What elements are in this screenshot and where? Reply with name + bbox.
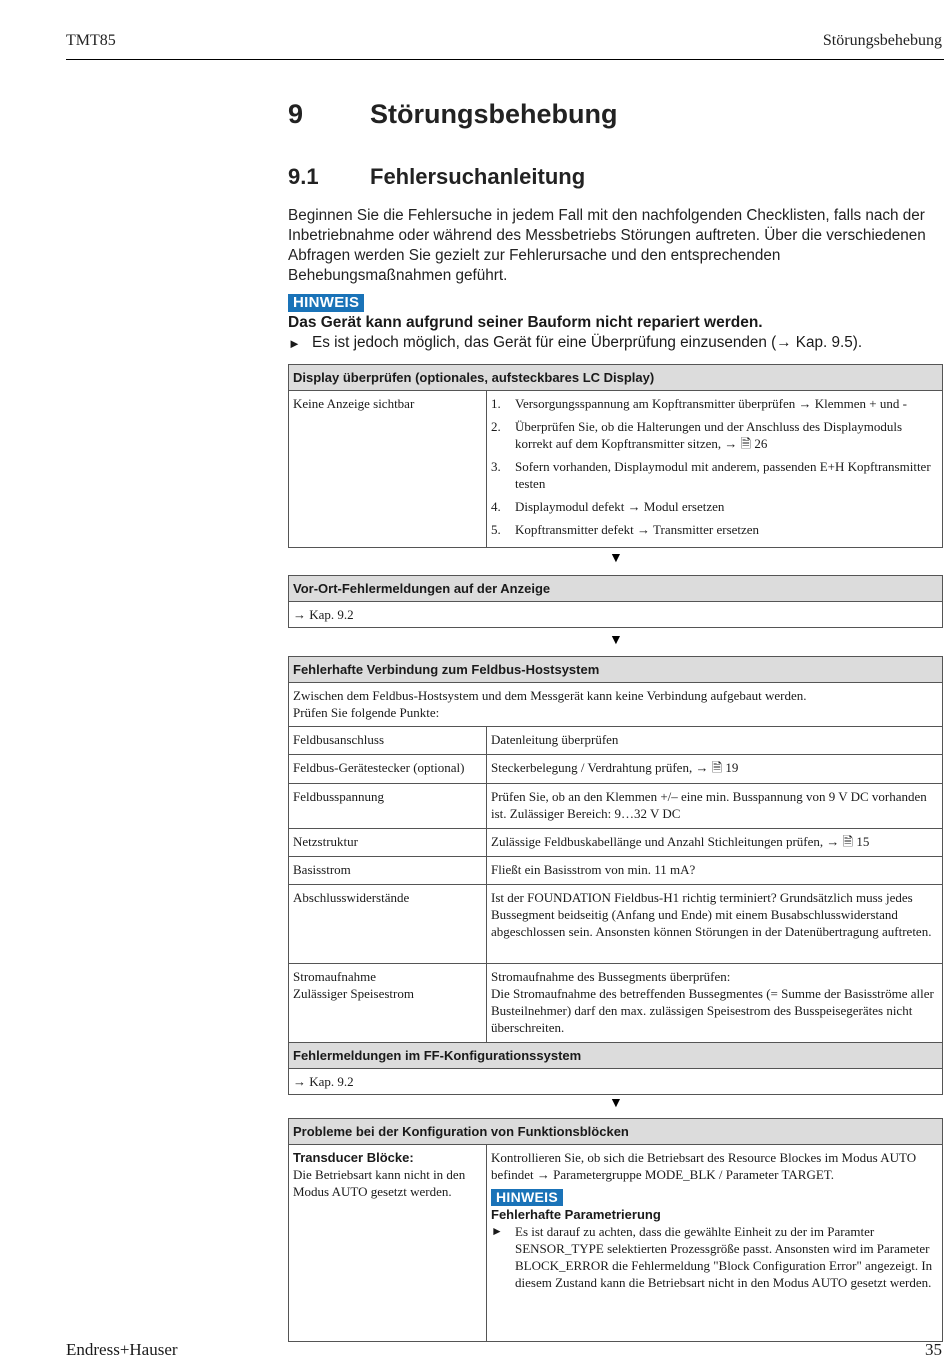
table-row bbox=[289, 754, 942, 783]
fieldbus-intro bbox=[289, 683, 942, 726]
ff-config-errors-title: Fehlermeldungen im FF-Konfigurationssystem bbox=[289, 1042, 942, 1068]
local-errors-ref: → Kap. 9.2 bbox=[293, 607, 354, 622]
table-row bbox=[289, 828, 942, 856]
local-errors-title: Vor-Ort-Fehlermeldungen auf der Anzeige bbox=[289, 576, 942, 602]
notice-item bbox=[491, 1223, 938, 1291]
section-number: 9.1 bbox=[288, 164, 319, 189]
display-check-steps bbox=[487, 391, 942, 547]
table-row bbox=[289, 391, 942, 547]
section-heading bbox=[288, 160, 943, 194]
flow-arrow-down-icon: ▼ bbox=[609, 1096, 623, 1111]
display-check-box bbox=[288, 364, 943, 548]
step-text: Versorgungsspannung am Kopftransmitter überprüfen → Klemmen + und - bbox=[515, 396, 907, 411]
triangle-bullet-icon: ► bbox=[288, 336, 301, 351]
list-item bbox=[491, 458, 938, 492]
page-number: 35 bbox=[925, 1340, 942, 1359]
check-action: Zulässige Feldbuskabellänge und Anzahl Stichleitungen prüfen, → 🗎 15 bbox=[491, 834, 870, 849]
check-action: Stromaufnahme des Bussegments überprüfen: Die Stromaufnahme des betreffenden Bussegmentes (= Summe der Basisströme aller Busteilnehmer) darf den max. zulässigen Speisestrom des Busspeisegerätes nicht überschreiten. bbox=[491, 969, 934, 1035]
step-text: Überprüfen Sie, ob die Halterungen und der Anschluss des Displaymoduls korrekt auf dem Kopftransmitter sitzen, → 🗎 26 bbox=[515, 419, 903, 451]
step-text: Displaymodul defekt → Modul ersetzen bbox=[515, 499, 725, 514]
function-block-title: Probleme bei der Konfiguration von Funktionsblöcken bbox=[289, 1119, 942, 1145]
check-action: Datenleitung überprüfen bbox=[491, 732, 619, 747]
flow-arrow-down-icon: ▼ bbox=[609, 551, 623, 566]
header-section: Störungsbehebung bbox=[822, 32, 942, 49]
list-item bbox=[491, 418, 938, 452]
display-check-title: Display überprüfen (optionales, aufsteckbares LC Display) bbox=[289, 365, 942, 391]
function-block-box bbox=[288, 1118, 943, 1342]
section-title: Fehlersuchanleitung bbox=[370, 164, 586, 189]
table-row bbox=[289, 884, 942, 963]
step-number: 4. bbox=[491, 499, 501, 514]
check-item: Feldbusanschluss bbox=[289, 727, 487, 754]
step-number: 1. bbox=[491, 396, 501, 411]
flow-arrow-down-icon: ▼ bbox=[609, 633, 623, 648]
notice-badge: HINWEIS bbox=[288, 294, 364, 312]
step-number: 3. bbox=[491, 459, 501, 474]
transducer-blocks-title: Transducer Blöcke: bbox=[293, 1150, 414, 1165]
main-content bbox=[288, 92, 943, 354]
step-text: Kopftransmitter defekt → Transmitter ersetzen bbox=[515, 522, 760, 537]
check-item: Feldbusspannung bbox=[289, 784, 487, 828]
chapter-number: 9 bbox=[288, 98, 304, 129]
local-errors-box bbox=[288, 575, 943, 628]
step-number: 2. bbox=[491, 419, 501, 434]
list-item bbox=[491, 395, 938, 412]
table-row bbox=[289, 726, 942, 754]
list-item bbox=[491, 521, 938, 538]
step-text: Sofern vorhanden, Displaymodul mit anderem, passenden E+H Kopftransmitter testen bbox=[515, 459, 931, 491]
check-action: Steckerbelegung / Verdrahtung prüfen, → 🗎 19 bbox=[491, 760, 739, 775]
check-action: Prüfen Sie, ob an den Klemmen +/– eine min. Busspannung von 9 V DC vorhanden ist. Zulässiger Bereich: 9…32 V DC bbox=[491, 789, 927, 821]
notice-item-text: Es ist jedoch möglich, das Gerät für eine Überprüfung einzusenden (→ Kap. 9.5). bbox=[312, 334, 863, 351]
check-action: Ist der FOUNDATION Fieldbus-H1 richtig terminiert? Grundsätzlich muss jedes Bussegment beidseitig (Anfang und Ende) mit einem Busabschlusswiderstand abgeschlossen sein. Ansonsten können Störungen in der Datenübertragung auftreten. bbox=[491, 890, 932, 939]
table-row bbox=[289, 1145, 942, 1341]
notice-title: Das Gerät kann aufgrund seiner Bauform nicht repariert werden. bbox=[288, 314, 763, 331]
ff-config-errors-ref: → Kap. 9.2 bbox=[289, 1068, 942, 1094]
transducer-remedy-text: Kontrollieren Sie, ob sich die Betriebsart des Resource Blockes im Modus AUTO befindet → Parametergruppe MODE_BLK / Parameter TARGET. bbox=[491, 1150, 917, 1182]
check-item: Netzstruktur bbox=[289, 829, 487, 856]
chapter-heading bbox=[288, 92, 943, 136]
notice-item bbox=[288, 334, 943, 354]
list-item bbox=[491, 498, 938, 515]
step-number: 5. bbox=[491, 522, 501, 537]
header-product: TMT85 bbox=[66, 32, 116, 49]
chapter-title: Störungsbehebung bbox=[370, 98, 618, 129]
fieldbus-connection-box bbox=[288, 656, 943, 1095]
display-check-symptom: Keine Anzeige sichtbar bbox=[289, 391, 487, 547]
check-item: Abschlusswiderstände bbox=[289, 885, 487, 963]
table-row bbox=[289, 783, 942, 828]
notice-badge: HINWEIS bbox=[491, 1189, 563, 1206]
check-item: Feldbus-Gerätestecker (optional) bbox=[289, 755, 487, 783]
notice-block bbox=[288, 294, 943, 354]
check-item: Stromaufnahme Zulässiger Speisestrom bbox=[289, 964, 487, 1042]
transducer-remedy-cell bbox=[487, 1145, 942, 1341]
fieldbus-intro-line: Zwischen dem Feldbus-Hostsystem und dem Messgerät kann keine Verbindung aufgebaut werden. bbox=[293, 688, 807, 703]
header-rule bbox=[66, 59, 944, 60]
triangle-bullet-icon: ► bbox=[491, 1224, 503, 1238]
table-row bbox=[289, 963, 942, 1042]
intro-paragraph: Beginnen Sie die Fehlersuche in jedem Fall mit den nachfolgenden Checklisten, falls nach der Inbetriebnahme oder während des Messbetriebs Störungen auftreten. Über die verschiedenen Abfragen werden Sie gezielt zur Fehlerursache und den entsprechenden Behebungsmaßnahmen geführt. bbox=[288, 207, 926, 284]
footer-brand: Endress+Hauser bbox=[66, 1340, 178, 1359]
check-action: Fließt ein Basisstrom von min. 11 mA? bbox=[491, 862, 696, 877]
transducer-blocks-cell bbox=[289, 1145, 487, 1341]
fieldbus-intro-line: Prüfen Sie folgende Punkte: bbox=[293, 705, 440, 720]
table-row bbox=[289, 856, 942, 884]
notice-item-text: Es ist darauf zu achten, dass die gewählte Einheit zu der im Paramter SENSOR_TYPE selektierten Prozessgröße passt. Ansonsten wird im Parameter BLOCK_ERROR die Fehlermeldung "Block Configuration Error" angezeigt. In diesem Zustand kann die Betriebsart nicht in den Modus AUTO gesetzt werden. bbox=[515, 1224, 933, 1290]
fieldbus-connection-title: Fehlerhafte Verbindung zum Feldbus-Hostsystem bbox=[289, 657, 942, 683]
notice-title: Fehlerhafte Parametrierung bbox=[491, 1207, 661, 1222]
transducer-blocks-text: Die Betriebsart kann nicht in den Modus AUTO gesetzt werden. bbox=[293, 1167, 466, 1199]
check-item: Basisstrom bbox=[289, 857, 487, 884]
